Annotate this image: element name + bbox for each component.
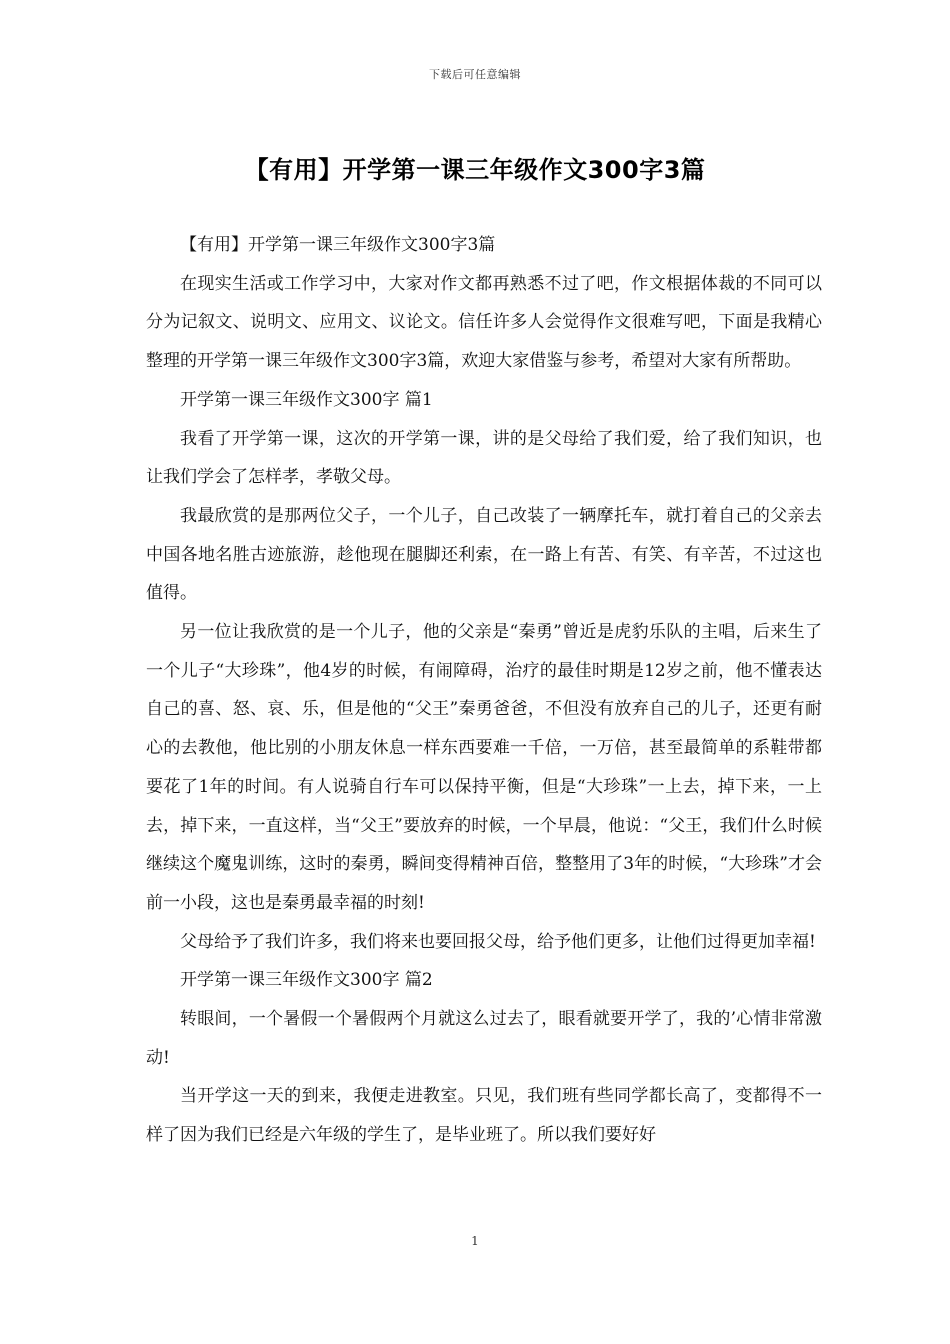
paragraph: 另一位让我欣赏的是一个儿子，他的父亲是“秦勇”曾近是虎豹乐队的主唱，后来生了一个儿子“大珍珠”，他4岁的时候，有闹障碍，治疗的最佳时期是12岁之前，他不懂表达自己的喜、怒、哀、乐，但是他的“父王”秦勇爸爸，不但没有放弃自己的儿子，还更有耐心的去教他，他比别的小朋友休息一样东西要难一千倍，一万倍，甚至最简单的系鞋带都要花了1年的时间。有人说骑自行车可以保持平衡，但是“大珍珠”一上去，掉下来，一上去，掉下来，一直这样，当“父王”要放弃的时候，一个早晨，他说：“父王，我们什么时候继续这个魔鬼训练，这时的秦勇，瞬间变得精神百倍，整整用了3年的时候，“大珍珠”才会前一小段，这也是秦勇最幸福的时刻! bbox=[146, 622, 822, 913]
section-heading-2: 开学第一课三年级作文300字 篇2 bbox=[180, 970, 433, 991]
paragraph: 我最欣赏的是那两位父子，一个儿子，自己改装了一辆摩托车，就打着自己的父亲去中国各地名胜古迹旅游，趁他现在腿脚还利索，在一路上有苦、有笑、有辛苦，不过这也值得。 bbox=[146, 505, 822, 604]
document-body bbox=[146, 226, 822, 1155]
paragraph-intro-title: 【有用】开学第一课三年级作文300字3篇 bbox=[180, 235, 496, 255]
paragraph: 我看了开学第一课，这次的开学第一课，讲的是父母给了我们爱，给了我们知识，也让我们学会了怎样孝，孝敬父母。 bbox=[146, 428, 822, 488]
section-heading-1: 开学第一课三年级作文300字 篇1 bbox=[180, 389, 433, 410]
paragraph-intro: 在现实生活或工作学习中，大家对作文都再熟悉不过了吧，作文根据体裁的不同可以分为记叙文、说明文、应用文、议论文。信任许多人会觉得作文很难写吧，下面是我精心整理的开学第一课三年级作文300字3篇，欢迎大家借鉴与参考，希望对大家有所帮助。 bbox=[146, 273, 822, 372]
paragraph: 当开学这一天的到来，我便走进教室。只见，我们班有些同学都长高了，变都得不一样了因为我们已经是六年级的学生了，是毕业班了。所以我们要好好 bbox=[146, 1086, 822, 1146]
page-header-note: 下载后可任意编辑 bbox=[429, 68, 521, 81]
page-number: 1 bbox=[471, 1234, 479, 1248]
paragraph: 转眼间，一个暑假一个暑假两个月就这么过去了，眼看就要开学了，我的’心情非常激动! bbox=[146, 1009, 822, 1068]
document-title: 【有用】开学第一课三年级作文300字3篇 bbox=[244, 156, 706, 184]
paragraph: 父母给予了我们许多，我们将来也要回报父母，给予他们更多，让他们过得更加幸福! bbox=[180, 931, 816, 952]
